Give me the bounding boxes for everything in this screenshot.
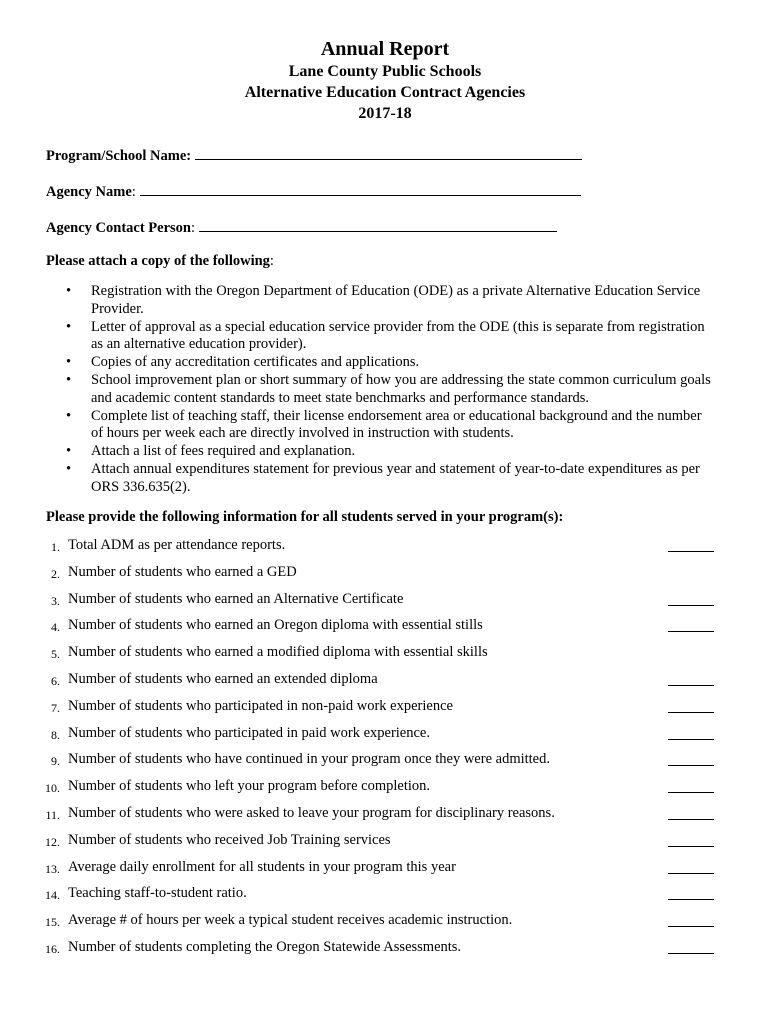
attach-item (46, 372, 716, 408)
question-number: 11. (45, 807, 60, 822)
question-text: Number of students who participated in non-paid work experience (68, 697, 453, 714)
question-number: 6. (51, 673, 60, 688)
students-question (0, 859, 770, 886)
students-question (0, 725, 770, 752)
report-title: Annual Report (320, 38, 450, 60)
question-number: 4. (51, 620, 60, 635)
students-question (0, 832, 770, 859)
students-question-list (0, 537, 770, 966)
question-text: Total ADM as per attendance reports. (68, 537, 286, 553)
school-year: 2017-18 (358, 105, 412, 122)
question-text: Number of students who earned a modified diploma with essential skills (68, 644, 488, 661)
students-question (0, 805, 770, 832)
report-subtitle: Alternative Education Contract Agencies (244, 84, 526, 101)
attach-heading (46, 253, 274, 270)
question-text: Average # of hours per week a typical student receives academic instruction. (68, 912, 513, 929)
students-question (0, 591, 770, 618)
question-text: Teaching staff-to-student ratio. (68, 885, 247, 902)
attach-item-text: Complete list of teaching staff, their license endorsement area or educational background and the number of hours per week each are directly involved in instruction with students. (91, 407, 702, 442)
attach-item-text: Registration with the Oregon Department of Education (ODE) as a private Alternative Education Service Provider. (91, 283, 701, 317)
answer-blank[interactable] (668, 873, 714, 874)
agency-contact-colon: : (190, 220, 196, 236)
attach-item (46, 461, 716, 497)
question-number: 5. (51, 647, 60, 662)
attach-list (46, 283, 716, 497)
question-number: 15. (45, 915, 60, 930)
agency-contact-field (46, 217, 557, 237)
answer-blank[interactable] (668, 926, 714, 927)
students-heading: Please provide the following information for all students served in your program(s): (46, 509, 564, 525)
students-question (0, 912, 770, 939)
bullet-icon: • (66, 318, 72, 335)
question-text: Number of students who were asked to leave your program for disciplinary reasons. (68, 804, 555, 821)
question-number: 1. (51, 540, 60, 554)
question-number: 16. (45, 941, 60, 956)
program-school-name-field (46, 145, 582, 165)
question-number: 10. (45, 781, 60, 796)
question-number: 12. (45, 834, 60, 849)
students-question (0, 537, 770, 564)
question-text: Average daily enrollment for all students in your program this year (68, 858, 456, 875)
district-name: Lane County Public Schools (288, 63, 482, 80)
program-school-name-label: Program/School Name: (46, 148, 192, 164)
answer-blank[interactable] (668, 765, 714, 766)
answer-blank[interactable] (668, 819, 714, 820)
answer-blank[interactable] (668, 846, 714, 847)
attach-item-text: Attach annual expenditures statement for previous year and statement of year-to-date expenditures as per ORS 336.635(2). (91, 460, 700, 495)
question-number: 7. (51, 700, 60, 715)
attach-item-text: Letter of approval as a special education service provider from the ODE (this is separate from registration as an alternative education provider). (91, 318, 705, 353)
answer-blank[interactable] (668, 739, 714, 740)
question-number: 9. (51, 754, 60, 769)
answer-blank[interactable] (668, 953, 714, 954)
students-question (0, 564, 770, 591)
question-text: Number of students who earned a GED (68, 563, 297, 580)
answer-blank[interactable] (668, 605, 714, 606)
students-question (0, 617, 770, 644)
answer-blank[interactable] (668, 551, 714, 552)
question-number: 13. (45, 861, 60, 876)
question-text: Number of students completing the Oregon Statewide Assessments. (68, 938, 462, 955)
question-text: Number of students who participated in paid work experience. (68, 724, 430, 741)
question-text: Number of students who left your program before completion. (68, 778, 431, 795)
answer-blank[interactable] (668, 792, 714, 793)
attach-item (46, 443, 716, 461)
question-text: Number of students who have continued in your program once they were admitted. (68, 751, 550, 768)
attach-item (46, 408, 716, 444)
question-number: 8. (51, 727, 60, 742)
bullet-icon: • (66, 407, 72, 424)
agency-name-blank[interactable] (140, 181, 581, 196)
attach-item-text: Attach a list of fees required and explanation. (91, 443, 356, 460)
bullet-icon: • (66, 460, 72, 477)
question-text: Number of students who received Job Training services (68, 831, 391, 848)
students-question (0, 751, 770, 778)
answer-blank[interactable] (668, 685, 714, 686)
question-text: Number of students who earned an Alternative Certificate (68, 590, 404, 607)
attach-item-text: School improvement plan or short summary of how you are addressing the state common curriculum goals and academic content standards to meet state benchmarks and performance standards. (91, 371, 711, 406)
students-question (0, 939, 770, 966)
students-question (0, 644, 770, 671)
agency-name-label: Agency Name (46, 184, 132, 200)
attach-item (46, 319, 716, 355)
answer-blank[interactable] (668, 899, 714, 900)
bullet-icon: • (66, 443, 72, 460)
students-question (0, 698, 770, 725)
attach-heading-colon: : (269, 253, 274, 269)
students-question (0, 885, 770, 912)
attach-heading-text: Please attach a copy of the following (46, 253, 270, 269)
bullet-icon: • (66, 354, 72, 371)
attach-item-text: Copies of any accreditation certificates and applications. (91, 354, 420, 371)
bullet-icon: • (66, 371, 72, 388)
attach-item (46, 283, 716, 319)
question-text: Number of students who earned an extended diploma (68, 670, 378, 687)
answer-blank[interactable] (668, 712, 714, 713)
agency-name-colon: : (131, 184, 136, 200)
students-question (0, 671, 770, 698)
agency-name-field (46, 181, 581, 201)
agency-contact-blank[interactable] (199, 217, 557, 232)
answer-blank[interactable] (668, 631, 714, 632)
program-school-name-blank[interactable] (195, 145, 582, 160)
students-question (0, 778, 770, 805)
question-text: Number of students who earned an Oregon diploma with essential stills (68, 617, 483, 634)
question-number: 3. (51, 593, 60, 608)
question-number: 2. (51, 566, 60, 581)
agency-contact-label: Agency Contact Person (46, 220, 191, 236)
question-number: 14. (45, 888, 60, 903)
bullet-icon: • (66, 283, 72, 299)
attach-item (46, 354, 716, 372)
